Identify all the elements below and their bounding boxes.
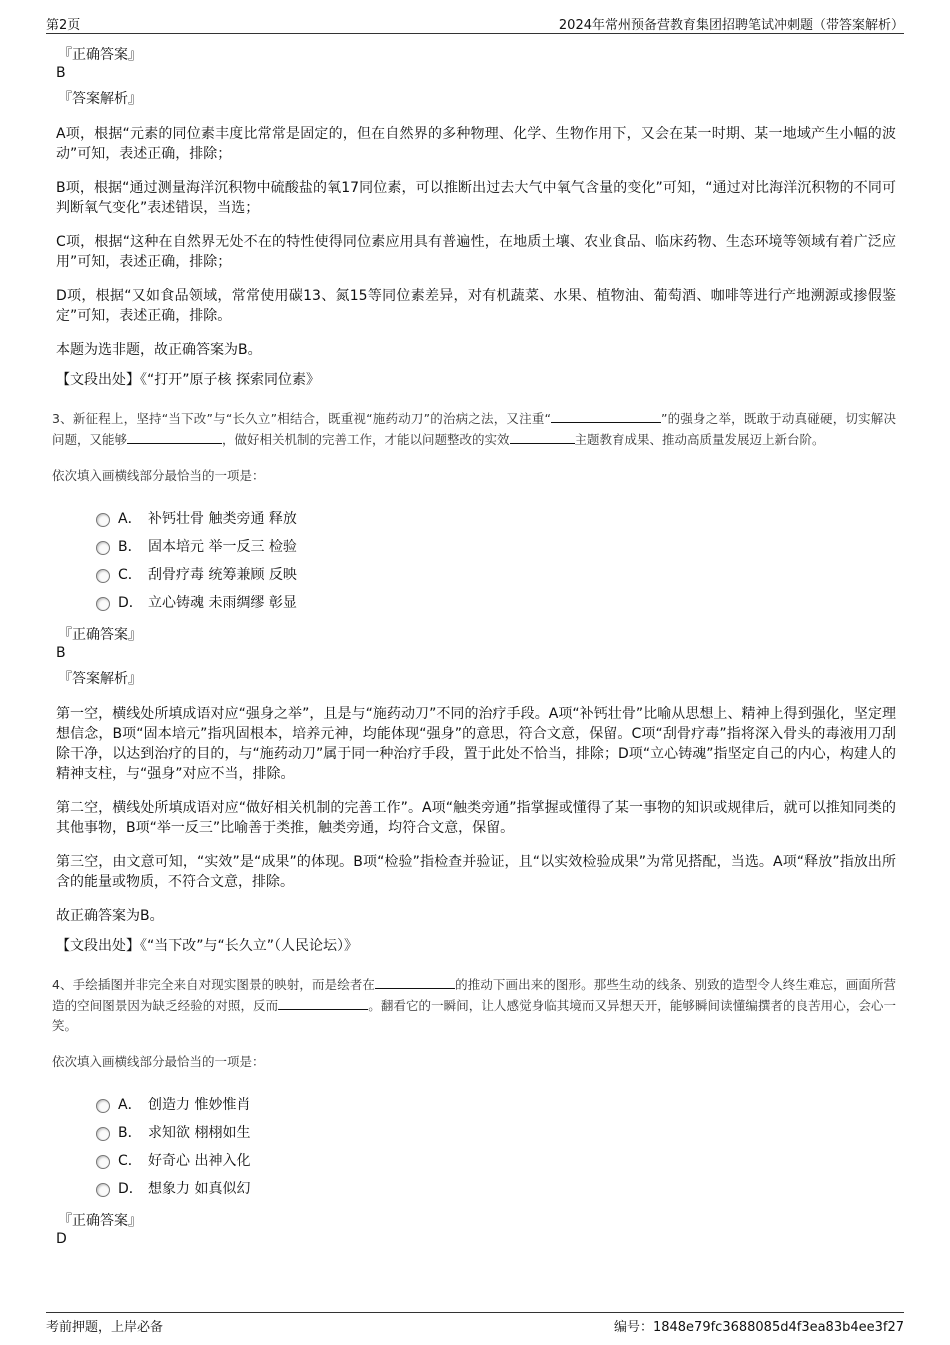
radio-button[interactable] (96, 541, 110, 555)
question-3-options (96, 504, 896, 616)
page-number: 第2页 (46, 18, 81, 33)
fill-blank (127, 429, 222, 444)
radio-button[interactable] (96, 1099, 110, 1113)
radio-button[interactable] (96, 1183, 110, 1197)
option-a[interactable]: A． 补钙壮骨 触类旁通 释放 (96, 504, 896, 532)
option-c[interactable]: C． 好奇心 出神入化 (96, 1146, 896, 1174)
option-d[interactable]: D． 立心铸魂 未雨绸缪 彰显 (96, 588, 896, 616)
analysis-paragraph: A项，根据“元素的同位素丰度比常常是固定的，但在自然界的多种物理、化学、生物作用下，又会在某一时期、某一地域产生小幅的波动”可知，表述正确，排除； (56, 126, 896, 162)
fill-blank (375, 974, 455, 989)
analysis-label: 『答案解析』 (58, 91, 142, 107)
question-instruction: 依次填入画横线部分最恰当的一项是： (52, 468, 265, 483)
answer-label: 『正确答案』 (58, 627, 142, 643)
fill-blank (510, 429, 575, 444)
radio-button[interactable] (96, 569, 110, 583)
fill-blank (551, 408, 661, 423)
question-instruction: 依次填入画横线部分最恰当的一项是： (52, 1054, 265, 1069)
option-c[interactable]: C． 刮骨疗毒 统筹兼顾 反映 (96, 560, 896, 588)
analysis-label: 『答案解析』 (58, 671, 142, 687)
footer-slogan: 考前押题，上岸必备 (46, 1320, 164, 1335)
document-title: 2024年常州预备营教育集团招聘笔试冲刺题（带答案解析） (558, 18, 904, 33)
radio-button[interactable] (96, 597, 110, 611)
source-citation: 【文段出处】《“打开”原子核 探索同位素》 (56, 372, 320, 388)
radio-button[interactable] (96, 1155, 110, 1169)
source-citation: 【文段出处】《“当下改”与“长久立”（人民论坛）》 (56, 938, 359, 954)
fill-blank (278, 995, 368, 1010)
header-rule (46, 33, 904, 34)
analysis-paragraph: C项，根据“这种在自然界无处不在的特性使得同位素应用具有普遍性，在地质土壤、农业食品、临床药物、生态环境等领域有着广泛应用”可知，表述正确，排除； (56, 234, 896, 270)
radio-button[interactable] (96, 1127, 110, 1141)
question-3-stem: 3、新征程上，坚持“当下改”与“长久立”相结合，既重视“施药动刀”的治病之法，又注重“ ”的强身之举，既敢于动真碰硬，切实解决问题，又能够 ，做好相关机制的完善工作，才能以问题整改的实效 主题教育成果、推动高质量发展迈上新台阶。 (52, 408, 896, 450)
analysis-conclusion: 本题为选非题，故正确答案为B。 (56, 342, 262, 358)
question-4-options (96, 1090, 896, 1202)
analysis-conclusion: 故正确答案为B。 (56, 908, 164, 924)
option-d[interactable]: D． 想象力 如真似幻 (96, 1174, 896, 1202)
answer-value: B (56, 645, 66, 661)
answer-label: 『正确答案』 (58, 47, 142, 63)
answer-value: D (56, 1231, 67, 1247)
page-content (52, 46, 896, 1256)
answer-label: 『正确答案』 (58, 1213, 142, 1229)
option-b[interactable]: B． 固本培元 举一反三 检验 (96, 532, 896, 560)
page-header (0, 0, 950, 34)
document-id: 编号：1848e79fc3688085d4f3ea83b4ee3f27 (613, 1320, 904, 1335)
radio-button[interactable] (96, 513, 110, 527)
analysis-paragraph: B项，根据“通过测量海洋沉积物中硫酸盐的氧17同位素，可以推断出过去大气中氧气含量的变化”可知，“通过对比海洋沉积物的不同可判断氧气变化”表述错误，当选； (56, 180, 896, 216)
question-4-stem: 4、手绘插图并非完全来自对现实图景的映射，而是绘者在 的推动下画出来的图形。那些生动的线条、别致的造型令人终生难忘，画面所营造的空间图景因为缺乏经验的对照，反而 。翻看它的一瞬间，让人感觉身临其境而又异想天开，能够瞬间读懂编撰者的良苦用心，会心一笑。 (52, 974, 896, 1036)
footer-rule (46, 1312, 904, 1313)
analysis-paragraph: 第二空，横线处所填成语对应“做好相关机制的完善工作”。A项“触类旁通”指掌握或懂得了某一事物的知识或规律后，就可以推知同类的其他事物，B项“举一反三”比喻善于类推，触类旁通，均符合文意，保留。 (56, 800, 896, 836)
analysis-paragraph: 第三空，由文意可知，“实效”是“成果”的体现。B项“检验”指检查并验证，且“以实效检验成果”为常见搭配，当选。A项“释放”指放出所含的能量或物质，不符合文意，排除。 (56, 854, 896, 890)
analysis-paragraph: 第一空，横线处所填成语对应“强身之举”，且是与“施药动刀”不同的治疗手段。A项“补钙壮骨”比喻从思想上、精神上得到强化，坚定理想信念，B项“固本培元”指巩固根本，培养元神，均能体现“强身”的意思，符合文意，保留。C项“刮骨疗毒”指将深入骨头的毒液用刀刮除干净，以达到治疗的目的，与“施药动刀”属于同一种治疗手段，置于此处不恰当，排除；D项“立心铸魂”指坚定自己的内心，构建人的精神支柱，与“强身”对应不当，排除。 (56, 706, 896, 782)
answer-value: B (56, 65, 66, 81)
option-a[interactable]: A． 创造力 惟妙惟肖 (96, 1090, 896, 1118)
page-footer (0, 1312, 950, 1342)
option-b[interactable]: B． 求知欲 栩栩如生 (96, 1118, 896, 1146)
analysis-paragraph: D项，根据“又如食品领域，常常使用碳13、氮15等同位素差异，对有机蔬菜、水果、植物油、葡萄酒、咖啡等进行产地溯源或掺假鉴定”可知，表述正确，排除。 (56, 288, 896, 324)
